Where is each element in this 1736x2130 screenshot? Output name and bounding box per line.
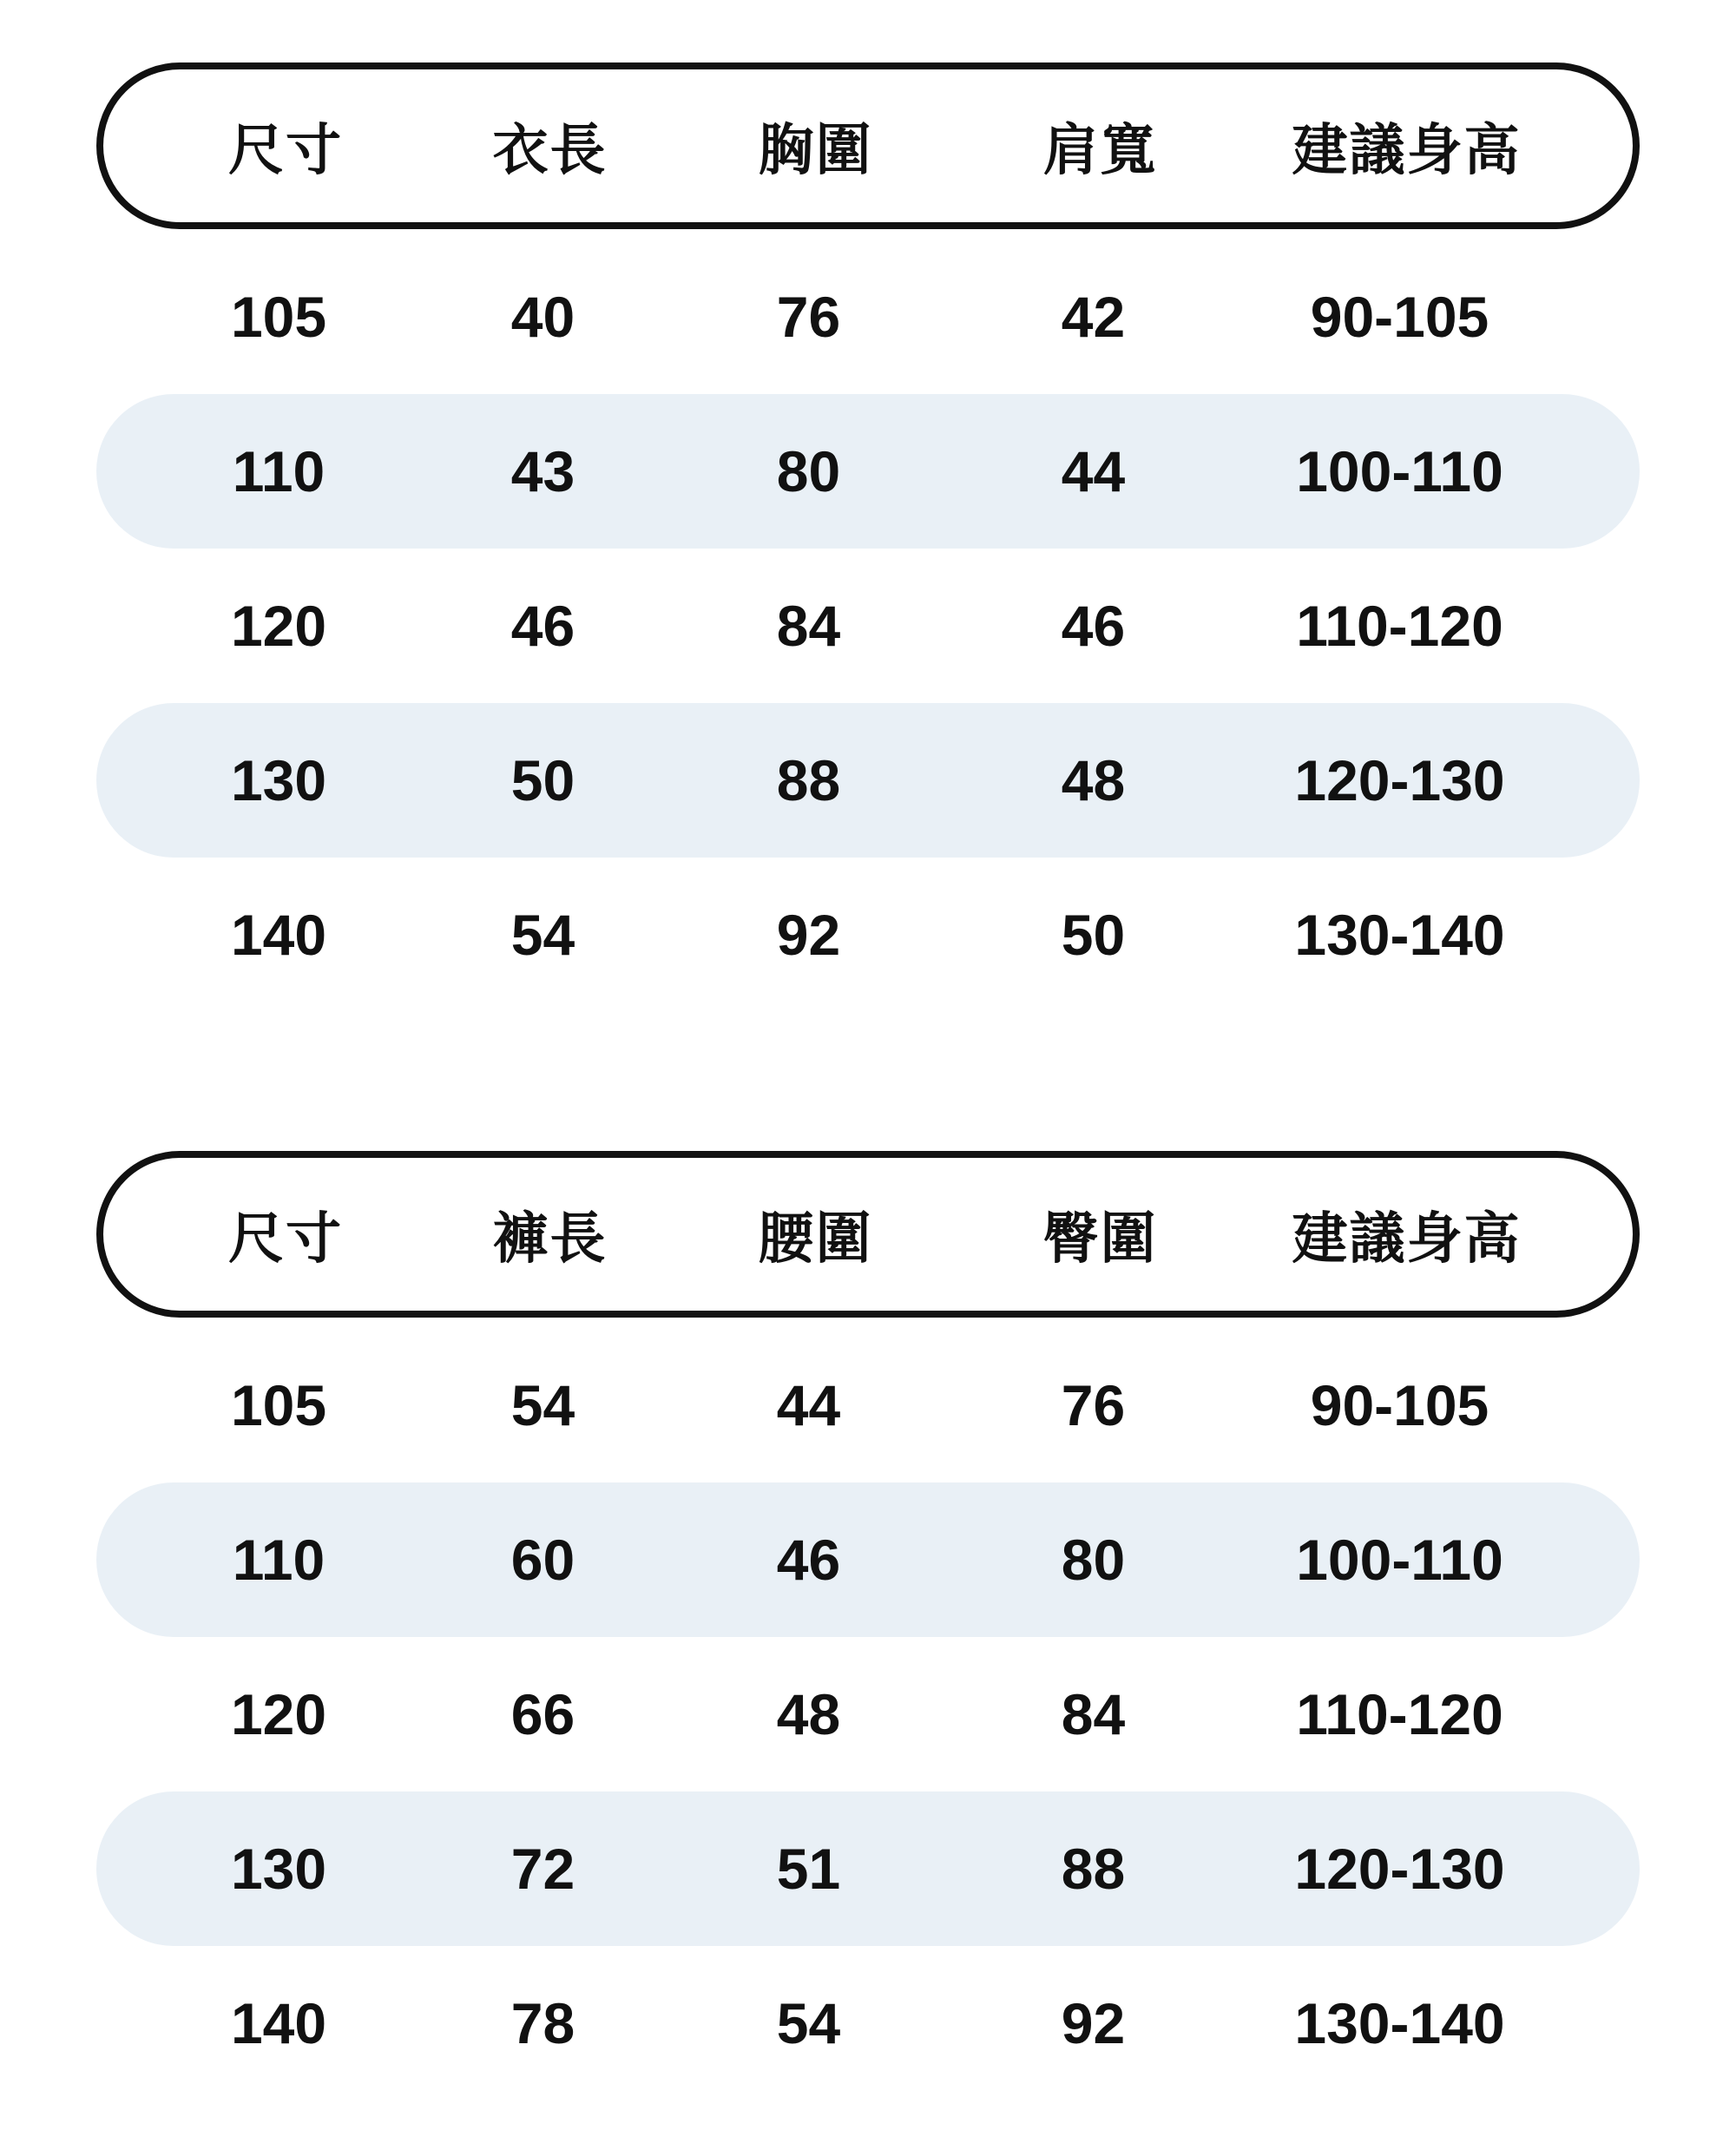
table-cell: 46	[1061, 594, 1126, 658]
pants-size-table-rows	[96, 1328, 1640, 2100]
garment-size-table-rows	[96, 240, 1640, 1012]
table-cell: 66	[510, 1682, 575, 1746]
table-cell: 54	[510, 1373, 575, 1437]
table-cell: 105	[230, 285, 327, 349]
header-cell: 褲長	[492, 1207, 608, 1270]
table-cell: 84	[1061, 1682, 1126, 1746]
table-cell: 100-110	[1296, 439, 1503, 503]
table-cell: 48	[776, 1682, 841, 1746]
table-row	[96, 858, 1640, 1012]
table-cell: 105	[230, 1373, 327, 1437]
table-cell: 100-110	[1296, 1528, 1503, 1592]
table-cell: 110	[232, 1528, 326, 1592]
table-cell: 46	[510, 594, 575, 658]
table-row	[96, 703, 1640, 858]
table-cell: 44	[776, 1373, 841, 1437]
table-cell: 92	[1061, 1991, 1126, 2055]
header-cell: 尺寸	[228, 1207, 343, 1270]
table-cell: 88	[776, 748, 841, 812]
header-cell: 腰圍	[758, 1207, 873, 1270]
header-cell: 肩寬	[1042, 119, 1158, 181]
table-cell: 40	[510, 285, 575, 349]
table-cell: 120	[230, 594, 327, 658]
header-cell: 建議身高	[1292, 1207, 1522, 1270]
table-cell: 50	[1061, 903, 1126, 967]
table-cell: 84	[776, 594, 841, 658]
header-cell: 胸圍	[758, 119, 873, 181]
table-row	[96, 549, 1640, 703]
table-cell: 54	[776, 1991, 841, 2055]
table-cell: 140	[230, 903, 327, 967]
table-cell: 130-140	[1294, 903, 1505, 967]
table-cell: 44	[1061, 439, 1126, 503]
table-cell: 76	[776, 285, 841, 349]
table-cell: 43	[510, 439, 575, 503]
garment-size-table-header	[96, 62, 1640, 229]
table-cell: 130	[230, 1837, 327, 1901]
table-cell: 120	[230, 1682, 327, 1746]
table-row	[96, 1791, 1640, 1946]
table-cell: 120-130	[1294, 748, 1505, 812]
header-cell: 建議身高	[1292, 119, 1522, 181]
header-cell: 尺寸	[228, 119, 343, 181]
table-cell: 92	[776, 903, 841, 967]
table-cell: 42	[1061, 285, 1126, 349]
table-cell: 120-130	[1294, 1837, 1505, 1901]
pants-size-table	[96, 1151, 1640, 2100]
table-cell: 48	[1061, 748, 1126, 812]
table-cell: 130	[230, 748, 327, 812]
table-cell: 78	[510, 1991, 575, 2055]
table-cell: 76	[1061, 1373, 1126, 1437]
table-row	[96, 1328, 1640, 1482]
table-cell: 110	[232, 439, 326, 503]
garment-size-table	[96, 62, 1640, 1012]
table-row	[96, 1637, 1640, 1791]
table-row	[96, 1482, 1640, 1637]
table-cell: 140	[230, 1991, 327, 2055]
table-cell: 80	[776, 439, 841, 503]
table-row	[96, 1946, 1640, 2100]
table-cell: 130-140	[1294, 1991, 1505, 2055]
header-cell: 衣長	[492, 119, 608, 181]
table-cell: 80	[1061, 1528, 1126, 1592]
table-cell: 54	[510, 903, 575, 967]
table-cell: 60	[510, 1528, 575, 1592]
header-cell: 臀圍	[1042, 1207, 1158, 1270]
table-cell: 90-105	[1310, 1373, 1489, 1437]
table-cell: 110-120	[1296, 1682, 1503, 1746]
table-cell: 72	[510, 1837, 575, 1901]
table-cell: 88	[1061, 1837, 1126, 1901]
table-cell: 110-120	[1296, 594, 1503, 658]
table-cell: 46	[776, 1528, 841, 1592]
table-row	[96, 394, 1640, 549]
table-cell: 51	[776, 1837, 841, 1901]
table-row	[96, 240, 1640, 394]
table-cell: 90-105	[1310, 285, 1489, 349]
table-cell: 50	[510, 748, 575, 812]
pants-size-table-header	[96, 1151, 1640, 1318]
